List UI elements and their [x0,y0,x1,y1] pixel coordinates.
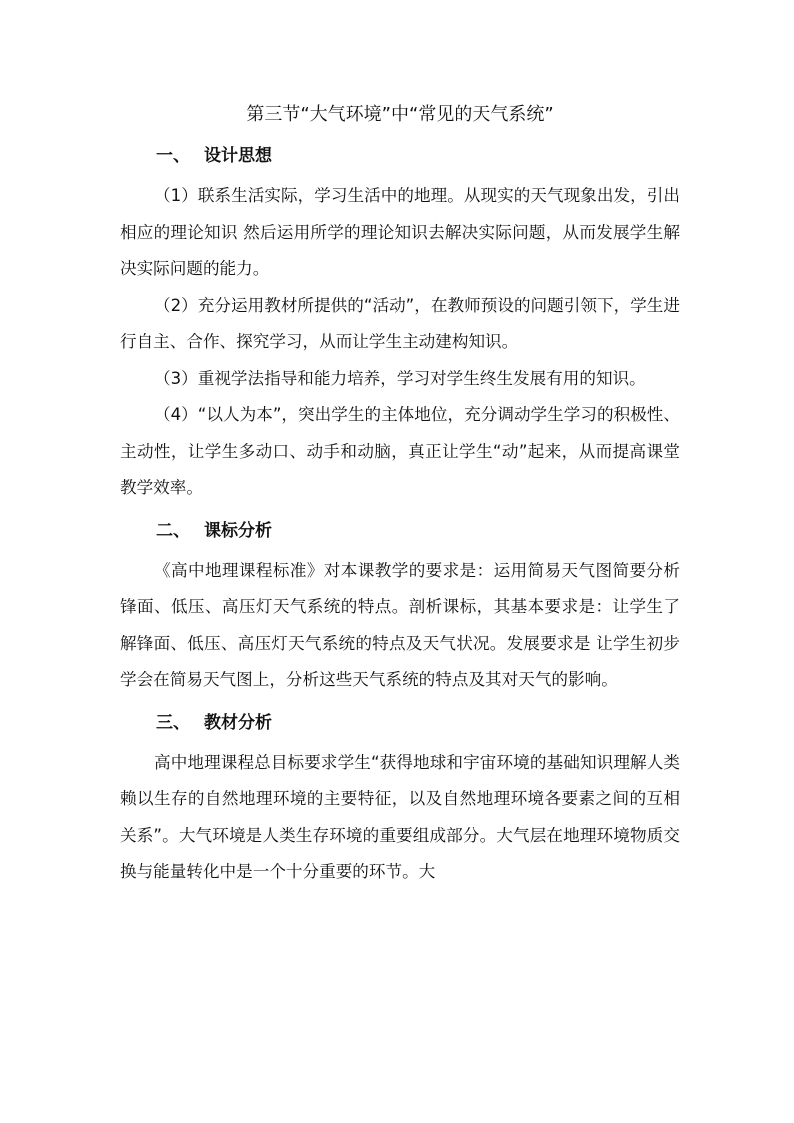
section-heading [120,138,680,174]
section-number: 一、 [156,146,190,166]
section-number: 二、 [156,520,190,541]
document-page [120,98,680,891]
section-title: 教材分析 [204,712,272,733]
section-title: 设计思想 [204,146,272,166]
section-title: 课标分析 [204,520,272,541]
paragraph: 《高中地理课程标准》对本课教学的要求是：运用简易天气图简要分析锋面、低压、高压灯天气系统的特点。剖析课标，其基本要求是：让学生了解锋面、低压、高压灯天气系统的特点及天气状况。发展要求是 让学生初步学会在简易天气图上，分析这些天气系统的特点及其对天气的影响。 [120,560,680,689]
section-heading [120,513,680,549]
paragraph: （2）充分运用教材所提供的“活动”，在教师预设的问题引领下，学生进行自主、合作、探究学习，从而让学生主动建构知识。 [120,295,680,351]
section-heading [120,705,680,741]
paragraph: （4）“以人为本”，突出学生的主体地位，充分调动学生学习的积极性、主动性，让学生多动口、动手和动脑，真正让学生“动”起来，从而提高课堂教学效率。 [120,405,680,497]
paragraph: 高中地理课程总目标要求学生“获得地球和宇宙环境的基础知识理解人类赖以生存的自然地理环境的主要特征，以及自然地理环境各要素之间的互相关系”。大气环境是人类生存环境的重要组成部分。大气层在地理环境物质交换与能量转化中是一个十分重要的环节。大 [120,752,680,881]
section-curriculum-analysis [120,513,680,699]
section-design-thinking [120,138,680,507]
paragraph: （1）联系生活实际，学习生活中的地理。从现实的天气现象出发，引出相应的理论知识 然后运用所学的理论知识去解决实际问题，从而发展学生解决实际问题的能力。 [120,186,680,278]
document-title: 第三节“大气环境”中“常见的天气系统” [246,104,554,125]
section-number: 三、 [156,712,190,733]
paragraph: （3）重视学法指导和能力培养，学习对学生终生发展有用的知识。 [154,368,646,388]
section-textbook-analysis [120,705,680,891]
